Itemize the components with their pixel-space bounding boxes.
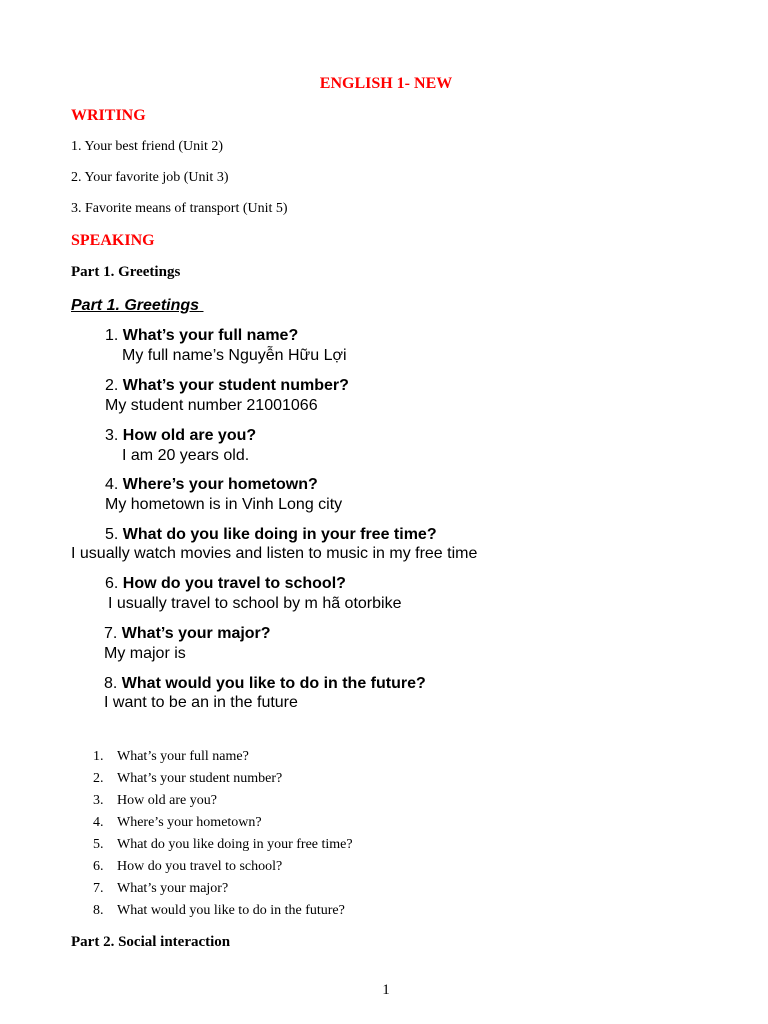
qa-number: 5.	[105, 526, 119, 543]
qa-number: 1.	[105, 327, 119, 344]
qa-answer-1: My full name’s Nguyễn Hữu Lợi	[122, 347, 347, 364]
part2-heading: Part 2. Social interaction	[71, 934, 231, 950]
qa-answer-4: My hometown is in Vinh Long city	[105, 496, 343, 513]
document-title: ENGLISH 1- NEW	[319, 75, 453, 92]
qa-question-4	[105, 477, 318, 493]
qa-question-text: What’s your major?	[121, 625, 271, 642]
qa-answer-3: I am 20 years old.	[122, 447, 250, 464]
list-item-number: 5.	[93, 837, 104, 852]
writing-item: 2. Your favorite job (Unit 3)	[71, 170, 229, 185]
list-item-text: How old are you?	[117, 793, 217, 808]
qa-number: 2.	[105, 377, 119, 394]
qa-number: 6.	[105, 575, 119, 592]
part1-heading: Part 1. Greetings	[71, 264, 181, 280]
qa-number: 8.	[104, 675, 118, 692]
writing-item: 1. Your best friend (Unit 2)	[71, 139, 224, 154]
qa-question-1	[105, 328, 298, 344]
qa-question-8	[104, 676, 426, 692]
qa-answer-8: I want to be an in the future	[104, 694, 298, 711]
list-item-number: 6.	[93, 859, 104, 874]
qa-question-5	[105, 527, 437, 543]
writing-item: 3. Favorite means of transport (Unit 5)	[71, 201, 288, 216]
qa-question-text: What would you like to do in the future?	[121, 675, 426, 692]
list-item-text: What would you like to do in the future?	[117, 903, 345, 918]
qa-question-text: What’s your full name?	[122, 327, 299, 344]
list-item-text: How do you travel to school?	[117, 859, 283, 874]
qa-question-text: What’s your student number?	[122, 377, 349, 394]
qa-question-6	[105, 576, 346, 592]
qa-question-text: Where’s your hometown?	[122, 476, 318, 493]
qa-question-text: How do you travel to school?	[122, 575, 346, 592]
qa-answer-5: I usually watch movies and listen to music in my free time	[71, 545, 478, 562]
list-item-text: Where’s your hometown?	[117, 815, 262, 830]
list-item-text: What’s your full name?	[117, 749, 249, 764]
list-item-number: 7.	[93, 881, 104, 896]
qa-question-7	[104, 626, 271, 642]
part1-subheading-text: Part 1. Greetings	[71, 297, 200, 314]
part1-subheading	[71, 298, 204, 314]
qa-question-text: What do you like doing in your free time?	[122, 526, 437, 543]
qa-question-2	[105, 378, 349, 394]
qa-number: 7.	[104, 625, 118, 642]
list-item-number: 1.	[93, 749, 104, 764]
list-item-number: 4.	[93, 815, 104, 830]
list-item-text: What’s your major?	[117, 881, 229, 896]
list-item-text: What do you like doing in your free time?	[117, 837, 353, 852]
list-item-number: 8.	[93, 903, 104, 918]
qa-answer-2: My student number 21001066	[105, 397, 318, 414]
speaking-heading: SPEAKING	[71, 232, 155, 249]
qa-answer-7: My major is	[104, 645, 186, 662]
qa-answer-6: I usually travel to school by m hã otorbike	[108, 595, 402, 612]
list-item-number: 2.	[93, 771, 104, 786]
writing-heading: WRITING	[71, 107, 146, 124]
qa-number: 3.	[105, 427, 119, 444]
page-number: 1	[382, 982, 390, 998]
list-item-number: 3.	[93, 793, 104, 808]
list-item-text: What’s your student number?	[117, 771, 283, 786]
qa-question-3	[105, 428, 256, 444]
qa-number: 4.	[105, 476, 119, 493]
qa-question-text: How old are you?	[122, 427, 257, 444]
